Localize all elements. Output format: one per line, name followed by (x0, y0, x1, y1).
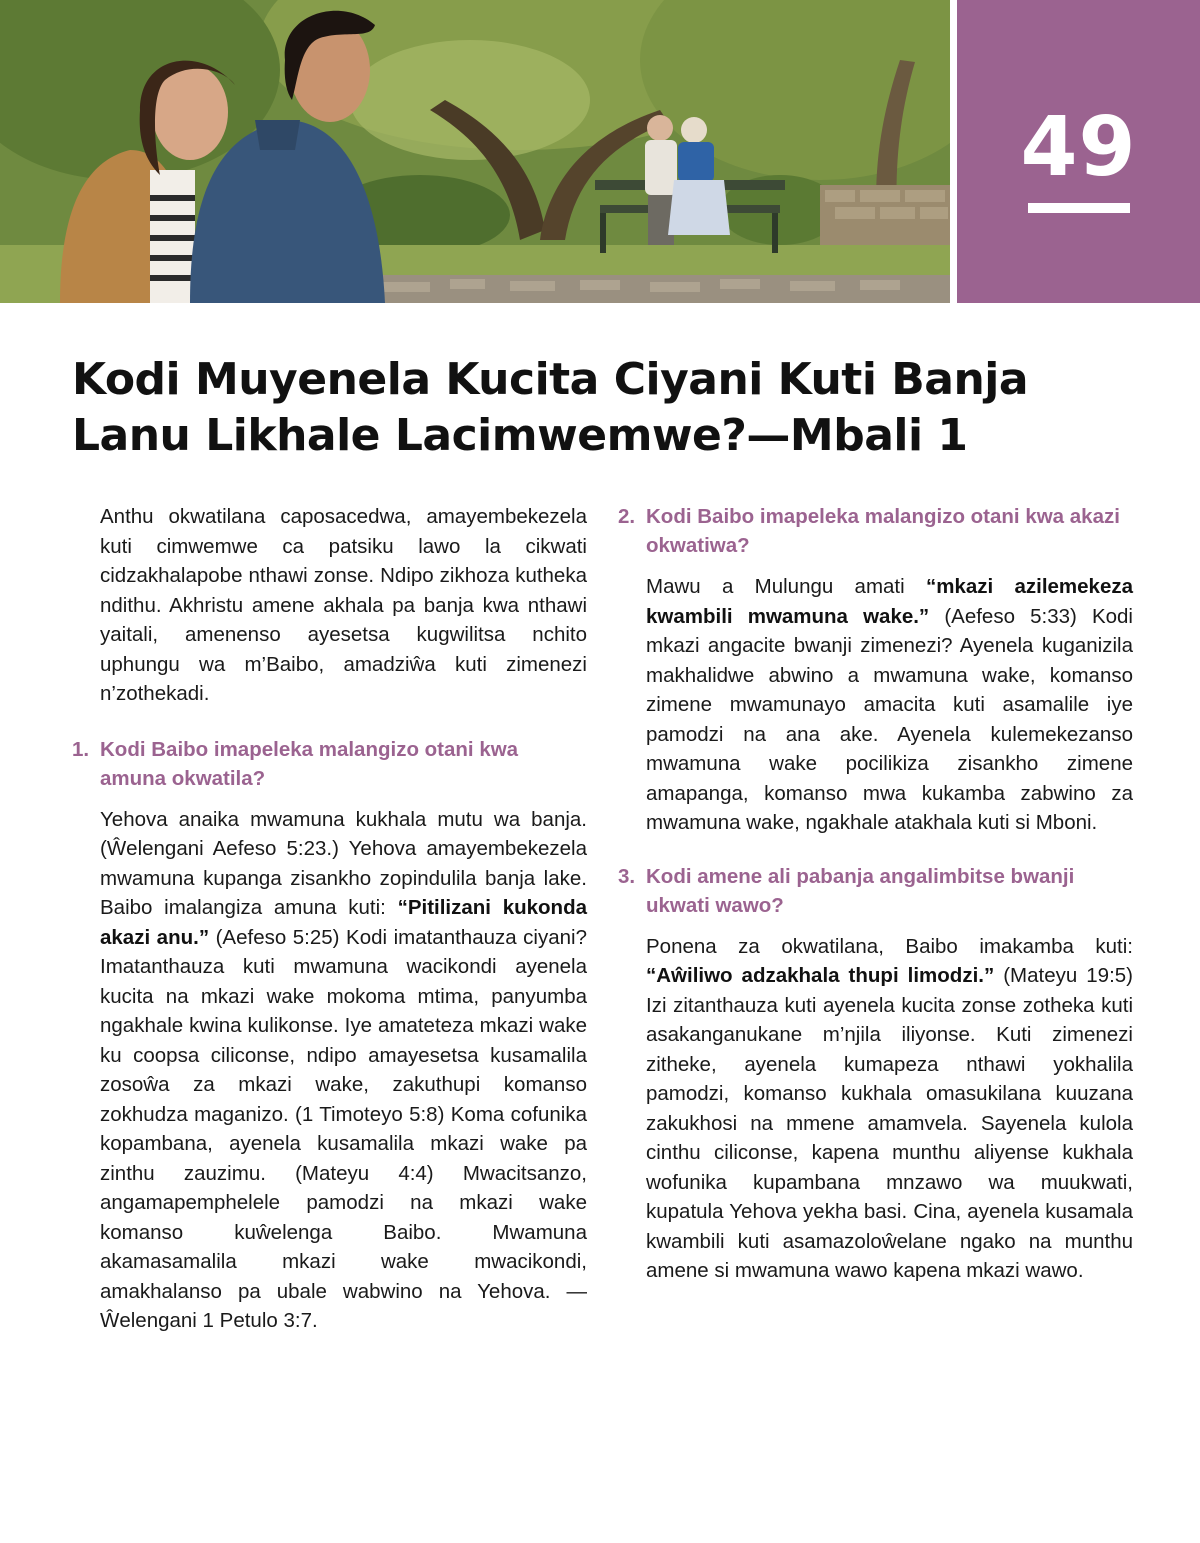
lesson-number-box (957, 0, 1200, 303)
section-3-question (618, 862, 1133, 920)
section-3-paragraph (646, 932, 1133, 1286)
lesson-number-underline (1028, 203, 1130, 213)
header-photo (0, 0, 950, 303)
section-2-number: 2. (618, 505, 636, 528)
section-1-question (72, 735, 587, 793)
section-2-text-b: (Aefeso 5:33) Kodi mkazi angacite bwanji zimenezi? Ayenela kuganizila makhalidwe abwino a mwamuna wake, komanso zimene mwamunayo amacita kuti asamalile iye pamodzi na ana ake. Ayenela kulemekezanso mwamuna wake pocilikiza zisankho zimene amapanga, komanso mwa kukamba zabwino za mwamuna wake, ngakhale atakhala kuti si Mboni. (646, 604, 1133, 834)
right-column (618, 502, 1133, 1310)
section-1-quote: “Pitilizani kukonda akazi anu.” (100, 896, 587, 949)
left-column (72, 502, 587, 1360)
section-1-text-b: (Aefeso 5:25) Kodi imatanthauza ciyani? Imatanthauza kuti mwamuna wacikondi ayenela kucita na mkazi wake mokoma mtima, panyumba ngakhale kwina kulikonse. Iye amateteza mkazi wake ku coopsa ciliconse, ndipo amayesetsa kusamalila zosoŵa za mkazi wake, zakuthupi komanso zokhudza maganizo. (1 Timoteyo 5:8) Koma cofunika kopambana, ayenela kusamalila mkazi wake pa zinthu zauzimu. (Mateyu 4:4) Mwacitsanzo, angamapemphelele pamodzi na mkazi wake komanso kuŵelenga Baibo. Mwamuna akamasamalila mkazi wake mwacikondi, amakhalanso pa ubale wabwino na Yehova. —Ŵelengani 1 Petulo 3:7. (100, 925, 587, 1332)
page-title: Kodi Muyenela Kucita Ciyani Kuti Banja Lanu Likhale Lacimwemwe?—Mbali 1 (72, 354, 1029, 461)
section-3-quote: “Aŵiliwo adzakhala thupi limodzi.” (646, 964, 995, 987)
section-2-quote: “mkazi azilemekeza kwambili mwamuna wake.” (646, 575, 1133, 628)
section-2-question-text: Kodi Baibo imapeleka malangizo otani kwa akazi okwatiwa? (646, 505, 1120, 557)
section-3-number: 3. (618, 864, 636, 888)
section-2-paragraph (646, 572, 1133, 838)
lesson-number: 49 (1020, 100, 1137, 195)
section-2-text-a: Mawu a Mulungu amati (646, 575, 926, 598)
intro-paragraph: Anthu okwatilana caposacedwa, amayembekezela kuti cimwemwe ca patsiku lawo la cikwati cidzakhalapobe nthawi zonse. Ndipo zikhoza kutheka ndithu. Akhristu amene akhala pa banja kwa nthawi yaitali, amenenso ayesetsa kugwilitsa nchito uphungu wa m’Baibo, amadziŵa kuti zimenezi n’zothekadi. (100, 505, 587, 705)
section-3-text-b: (Mateyu 19:5) Izi zitanthauza kuti ayenela kucita zonse zotheka kuti asakanganukane m’njila iliyonse. Kuti zimenezi zitheke, ayenela kumapeza nthawi yokhalila pamodzi, komanso kukhala omasukilana kuuzana zakukhosi na mmene amamvela. Sayenela kulola cinthu ciliconse, kapena munthu aliyense kukhala wofunika kupambana mnzawo wa muukwati, kupatula Yehova yekha basi. Cina, ayenela kusamala kwambili kuti asamazoloŵelane ngako na munthu amene si mwamuna wawo kapena mkazi wawo. (646, 964, 1134, 1282)
section-3-question-text: Kodi amene ali pabanja angalimbitse bwanji ukwati wawo? (646, 864, 1075, 917)
section-1-text-a: Yehova anaika mwamuna kukhala mutu wa banja. (Ŵelengani Aefeso 5:23.) Yehova amayembekezela mwamuna kupanga zisankho zopindulila banja lake. Baibo imalangiza amuna kuti: (100, 807, 587, 919)
section-1-paragraph (100, 805, 587, 1336)
park-couples-image (0, 0, 950, 303)
section-3-text-a: Ponena za okwatilana, Baibo imakamba kuti: (646, 934, 1133, 958)
section-1-question-text: Kodi Baibo imapeleka malangizo otani kwa amuna okwatila? (100, 737, 519, 790)
section-1-number: 1. (72, 737, 90, 761)
section-2-question (618, 502, 1133, 560)
